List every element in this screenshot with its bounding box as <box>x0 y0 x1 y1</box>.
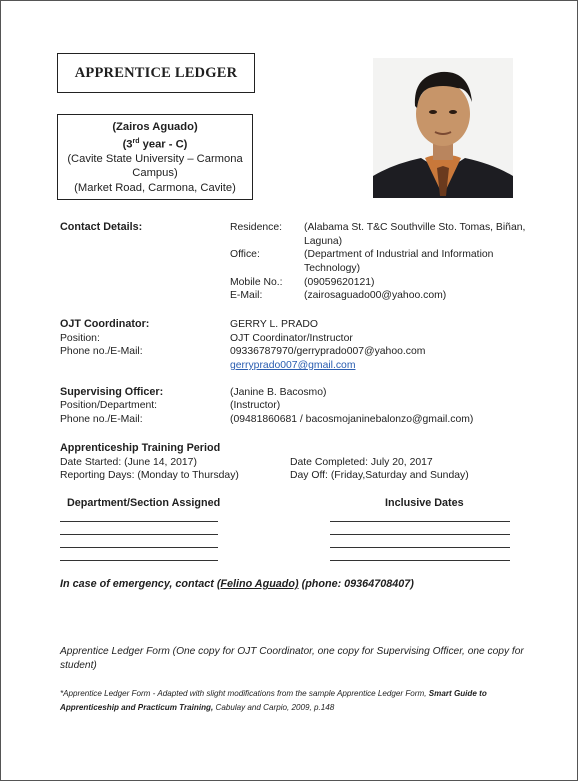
supervisor-heading: Supervising Officer: <box>60 386 164 398</box>
apprentice-year <box>58 135 252 152</box>
reporting-days-value: (Monday to Thursday) <box>137 470 239 481</box>
apprentice-photo <box>373 58 513 198</box>
portrait-image <box>373 58 513 198</box>
date-completed-label: Date Completed: <box>290 457 368 468</box>
department-line-3 <box>60 547 218 548</box>
form-note-line2: student) <box>60 660 97 671</box>
department-line-1 <box>60 521 218 522</box>
emergency-phone: (phone: 09364708407) <box>298 578 414 590</box>
school-address: (Market Road, Carmona, Cavite) <box>74 181 236 194</box>
date-started-value: (June 14, 2017) <box>124 457 197 468</box>
office-label: Office: <box>230 249 260 260</box>
department-line-2 <box>60 534 218 535</box>
footnote-line2 <box>60 701 540 715</box>
email-value: (zairosaguado00@yahoo.com) <box>304 290 447 301</box>
ojt-email-link[interactable]: gerryprado007@gmail.com <box>230 360 356 371</box>
dates-heading: Inclusive Dates <box>385 497 464 509</box>
footnote-text1: *Apprentice Ledger Form - Adapted with slight modifications from the sample Apprentice Ledger Form, <box>60 689 429 698</box>
department-line-4 <box>60 560 218 561</box>
mobile-label: Mobile No.: <box>230 277 283 288</box>
office-line2: Technology) <box>304 263 361 274</box>
date-started <box>60 456 197 469</box>
form-note <box>60 645 530 673</box>
emergency-contact <box>60 578 414 590</box>
dates-line-1 <box>330 521 510 522</box>
reporting-days <box>60 469 239 482</box>
date-started-label: Date Started: <box>60 457 122 468</box>
year-suffix: year - C) <box>139 138 188 151</box>
supervisor-position-value: (Instructor) <box>230 400 281 411</box>
residence-label: Residence: <box>230 222 282 233</box>
school-line2: Campus) <box>132 167 178 180</box>
day-off <box>290 469 469 482</box>
school-line1: (Cavite State University – Carmona <box>67 152 243 165</box>
ojt-name: GERRY L. PRADO <box>230 319 318 330</box>
footnote <box>60 687 540 715</box>
footnote-bold2: Apprenticeship and Practicum Training, <box>60 703 214 712</box>
form-note-line1: Apprentice Ledger Form (One copy for OJT Coordinator, one copy for Supervising Officer, one copy for <box>60 646 524 657</box>
footnote-bold1: Smart Guide to <box>428 689 487 698</box>
contact-heading: Contact Details: <box>60 221 143 233</box>
page-title: APPRENTICE LEDGER <box>57 53 255 93</box>
emergency-prefix: In case of emergency, contact <box>60 578 217 590</box>
ojt-position-value: OJT Coordinator/Instructor <box>230 333 353 344</box>
mobile-value: (09059620121) <box>304 277 375 288</box>
year-sup: rd <box>132 137 140 145</box>
apprentice-info-box <box>57 114 253 200</box>
office-line1: (Department of Industrial and Information <box>304 249 494 260</box>
year-prefix: (3 <box>122 138 133 151</box>
emergency-name: (Felino Aguado) <box>216 578 299 590</box>
training-heading: Apprenticeship Training Period <box>60 442 221 454</box>
supervisor-name: (Janine B. Bacosmo) <box>230 387 327 398</box>
supervisor-phone-value: (09481860681 / bacosmojaninebalonzo@gmail.com) <box>230 414 474 425</box>
supervisor-position-label: Position/Department: <box>60 400 158 411</box>
footnote-text2: Cabulay and Carpio, 2009, p.148 <box>213 703 335 712</box>
department-heading: Department/Section Assigned <box>67 497 221 509</box>
footnote-line1 <box>60 687 540 701</box>
date-completed <box>290 456 433 469</box>
residence-line2: Laguna) <box>304 236 343 247</box>
dates-line-2 <box>330 534 510 535</box>
residence-line1: (Alabama St. T&C Southville Sto. Tomas, Biñan, <box>304 222 526 233</box>
supervisor-phone-label: Phone no./E-Mail: <box>60 414 143 425</box>
dates-line-4 <box>330 560 510 561</box>
ojt-position-label: Position: <box>60 333 100 344</box>
day-off-label: Day Off: <box>290 470 328 481</box>
email-label: E-Mail: <box>230 290 263 301</box>
dates-line-3 <box>330 547 510 548</box>
day-off-value: (Friday,Saturday and Sunday) <box>330 470 469 481</box>
reporting-days-label: Reporting Days: <box>60 470 135 481</box>
ojt-phone-label: Phone no./E-Mail: <box>60 346 143 357</box>
date-completed-value: July 20, 2017 <box>370 457 433 468</box>
ojt-phone-value: 09336787970/gerryprado007@yahoo.com <box>230 346 426 357</box>
apprentice-name: (Zairos Aguado) <box>112 121 198 133</box>
ojt-heading: OJT Coordinator: <box>60 318 150 330</box>
